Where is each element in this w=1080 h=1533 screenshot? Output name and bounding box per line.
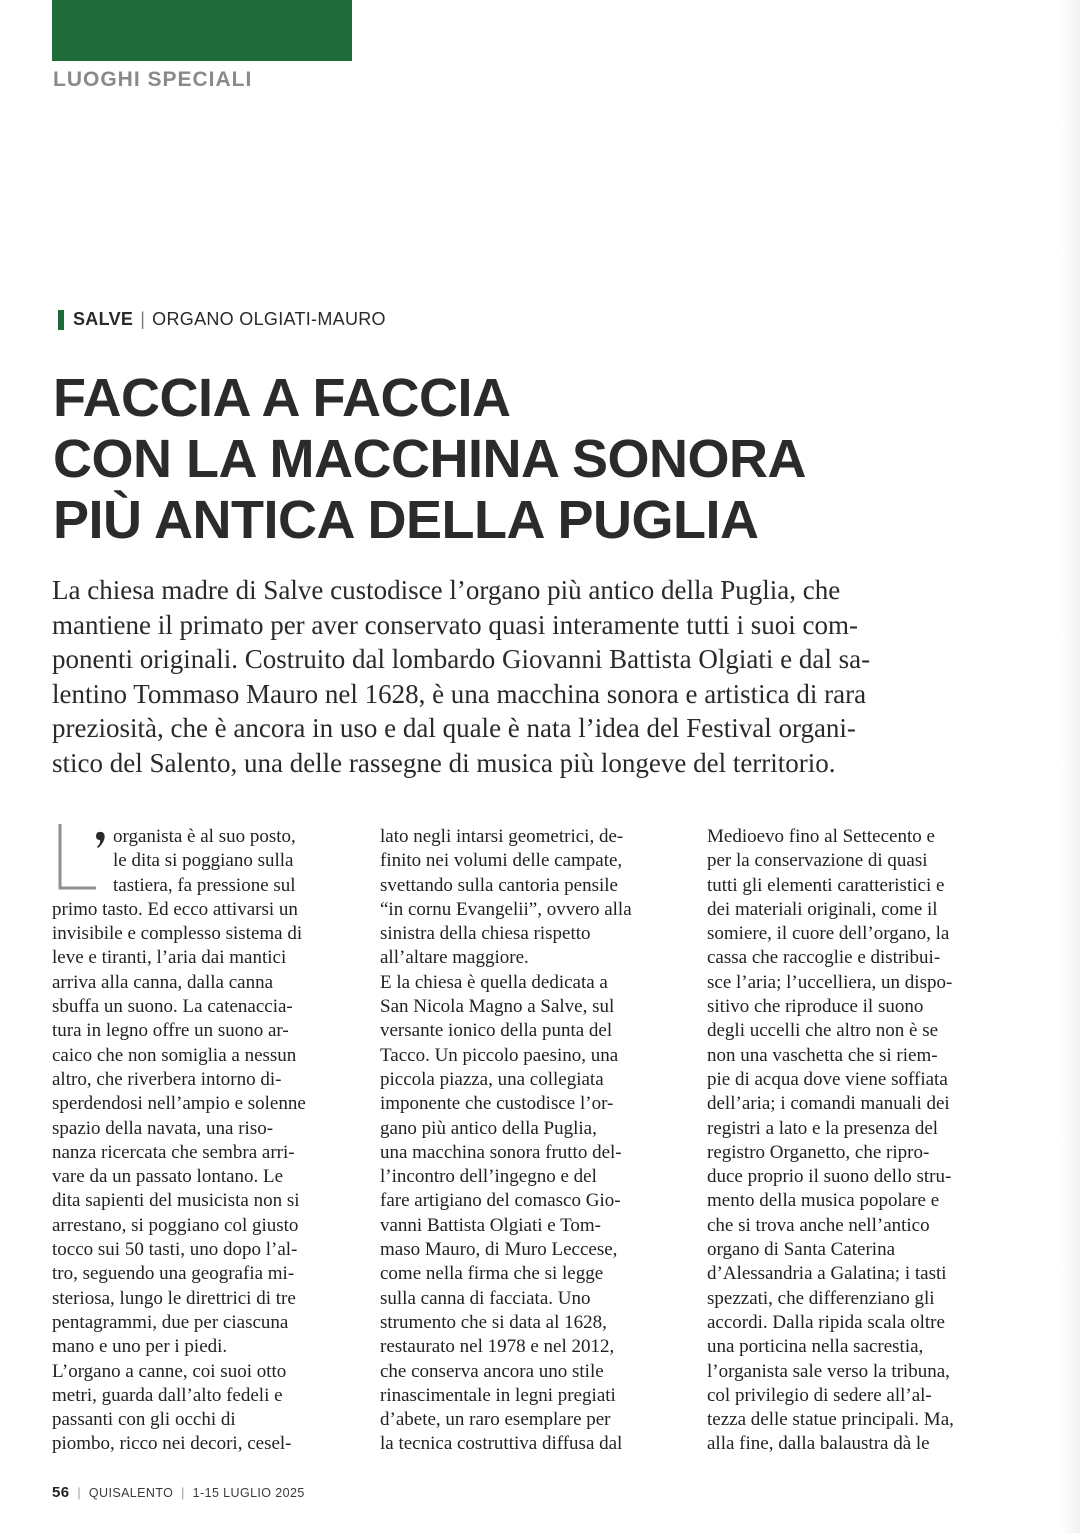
kicker-separator: | <box>140 309 146 329</box>
article-lead <box>52 573 992 780</box>
body-line: steriosa, lungo le direttrici di tre <box>52 1287 296 1309</box>
body-line: arriva alla canna, dalla canna <box>52 971 273 993</box>
body-line: l’organista sale verso la tribuna, <box>707 1360 950 1382</box>
body-line: non una vaschetta che si riem- <box>707 1044 938 1066</box>
body-line: “in cornu Evangelii”, ovvero alla <box>380 898 632 920</box>
body-line: finito nei volumi delle campate, <box>380 850 623 872</box>
body-line: fare artigiano del comasco Gio- <box>380 1190 621 1212</box>
body-line: tura in legno offre un suono ar- <box>52 1020 289 1042</box>
body-line: sce l’aria; l’uccelliera, un dispo- <box>707 971 953 993</box>
body-line: svettando sulla cantoria pensile <box>380 874 618 896</box>
body-line: accordi. Dalla ripida scala oltre <box>707 1311 945 1333</box>
body-line: cassa che raccoglie e distribui- <box>707 947 941 969</box>
article-kicker <box>58 309 386 330</box>
body-line: alla fine, dalla balaustra dà le <box>707 1433 930 1455</box>
body-line: restaurato nel 1978 e nel 2012, <box>380 1336 615 1358</box>
body-line: d’Alessandria a Galatina; i tasti <box>707 1263 947 1285</box>
body-line: dita sapienti del musicista non si <box>52 1190 300 1212</box>
body-line: San Nicola Magno a Salve, sul <box>380 996 615 1018</box>
body-line: come nella firma che si legge <box>380 1263 604 1285</box>
body-line: vanni Battista Olgiati e Tom- <box>380 1214 602 1236</box>
body-line: duce proprio il suono dello stru- <box>707 1166 952 1188</box>
body-line: spezzati, che differenziano gli <box>707 1287 935 1309</box>
body-line: sperdendosi nell’ampio e solenne <box>52 1093 306 1115</box>
body-line: degli uccelli che altro non è se <box>707 1020 939 1042</box>
body-line: dei materiali originali, come il <box>707 898 938 920</box>
body-line: all’altare maggiore. <box>380 947 529 969</box>
body-line: primo tasto. Ed ecco attivarsi un <box>52 898 298 920</box>
body-line: somiere, il cuore dell’organo, la <box>707 923 950 945</box>
body-line: L’organo a canne, coi suoi otto <box>52 1360 287 1382</box>
body-line: organista è al suo posto, <box>113 826 296 847</box>
body-line: tutti gli elementi caratteristici e <box>707 874 945 896</box>
article-headline <box>53 368 1033 551</box>
body-line: nanza ricercata che sembra arri- <box>52 1141 295 1163</box>
body-line: E la chiesa è quella dedicata a <box>380 971 608 993</box>
body-line: altro, che riverbera intorno di- <box>52 1068 282 1090</box>
lead-line: mantiene il primato per aver conservato quasi interamente tutti i suoi com- <box>52 609 858 640</box>
magazine-name: QUISALENTO <box>88 1486 174 1500</box>
body-line: invisibile e complesso sistema di <box>52 923 303 945</box>
body-line: mano e uno per i piedi. <box>52 1336 228 1358</box>
body-line: tro, seguendo una geografia mi- <box>52 1263 295 1285</box>
body-column-3 <box>707 825 1007 1457</box>
body-line: sinistra della chiesa rispetto <box>380 923 591 945</box>
kicker-subject: ORGANO OLGIATI-MAURO <box>152 309 386 329</box>
body-line: d’abete, un raro esemplare per <box>380 1409 611 1431</box>
body-line: lato negli intarsi geometrici, de- <box>380 826 624 847</box>
body-line: Medioevo fino al Settecento e <box>707 826 935 847</box>
body-line: caico che non somiglia a nessun <box>52 1044 297 1066</box>
headline-line: FACCIA A FACCIA <box>53 368 511 428</box>
body-line: che si trova anche nell’antico <box>707 1214 930 1236</box>
page-edge-shadow <box>1060 0 1080 1533</box>
body-line: gano più antico della Puglia, <box>380 1117 597 1139</box>
footer-separator: | <box>77 1486 82 1500</box>
headline-line: PIÙ ANTICA DELLA PUGLIA <box>53 490 759 550</box>
body-column-1 <box>52 825 352 1457</box>
body-line: pie di acqua dove viene soffiata <box>707 1068 948 1090</box>
body-line: strumento che si data al 1628, <box>380 1311 607 1333</box>
body-line: piccola piazza, una collegiata <box>380 1068 604 1090</box>
body-line: registro Organetto, che ripro- <box>707 1141 930 1163</box>
section-color-bar <box>52 0 352 61</box>
page-number: 56 <box>52 1484 70 1501</box>
body-line: piombo, ricco nei decori, cesel- <box>52 1433 292 1455</box>
body-line: mento della musica popolare e <box>707 1190 940 1212</box>
body-line: l’incontro dell’ingegno e del <box>380 1166 597 1188</box>
body-line: maso Mauro, di Muro Leccese, <box>380 1239 618 1261</box>
body-line: versante ionico della punta del <box>380 1020 613 1042</box>
body-line: pentagrammi, due per ciascuna <box>52 1311 289 1333</box>
body-line: organo di Santa Caterina <box>707 1239 896 1261</box>
headline-line: CON LA MACCHINA SONORA <box>53 429 806 489</box>
body-line: le dita si poggiano sulla <box>113 850 294 872</box>
body-line: passanti con gli occhi di <box>52 1409 236 1431</box>
lead-line: preziosità, che è ancora in uso e dal quale è nata l’idea del Festival organi- <box>52 713 856 743</box>
body-line: metri, guarda dall’alto fedeli e <box>52 1384 283 1406</box>
lead-line: La chiesa madre di Salve custodisce l’organo più antico della Puglia, che <box>52 575 841 605</box>
section-label: LUOGHI SPECIALI <box>53 68 253 91</box>
body-line: arrestano, si poggiano col giusto <box>52 1214 299 1236</box>
page-footer <box>52 1484 305 1501</box>
footer-separator: | <box>181 1486 185 1500</box>
body-line: sitivo che riproduce il suono <box>707 996 924 1018</box>
body-line: leve e tiranti, l’aria dai mantici <box>52 947 287 969</box>
body-line: vare da un passato lontano. Le <box>52 1166 284 1188</box>
body-line: col privilegio di sedere all’al- <box>707 1384 932 1406</box>
body-line: dell’aria; i comandi manuali dei <box>707 1093 950 1115</box>
body-line: per la conservazione di quasi <box>707 850 928 872</box>
body-line: tastiera, fa pressione sul <box>113 874 296 896</box>
body-line: che conserva ancora uno stile <box>380 1360 604 1382</box>
body-line: Tacco. Un piccolo paesino, una <box>380 1044 619 1066</box>
body-line: sulla canna di facciata. Uno <box>380 1287 591 1309</box>
body-line: tezza delle statue principali. Ma, <box>707 1409 954 1431</box>
body-line: imponente che custodisce l’or- <box>380 1093 614 1115</box>
lead-line: stico del Salento, una delle rassegne di musica più longeve del territorio. <box>52 747 836 778</box>
kicker-marker <box>58 310 64 330</box>
issue-date: 1-15 LUGLIO 2025 <box>192 1486 305 1500</box>
body-line: sbuffa un suono. La catenaccia- <box>52 996 293 1018</box>
body-line: tocco sui 50 tasti, uno dopo l’al- <box>52 1239 298 1261</box>
body-line: una porticina nella sacrestia, <box>707 1336 924 1358</box>
body-line: la tecnica costruttiva diffusa dal <box>380 1433 623 1455</box>
body-column-2 <box>380 825 680 1457</box>
lead-line: lentino Tommaso Mauro nel 1628, è una macchina sonora e artistica di rara <box>52 678 867 709</box>
body-line: registri a lato e la presenza del <box>707 1117 939 1139</box>
body-line: una macchina sonora frutto del- <box>380 1141 622 1163</box>
lead-line: ponenti originali. Costruito dal lombardo Giovanni Battista Olgiati e dal sa- <box>52 644 871 674</box>
body-line: rinascimentale in legni pregiati <box>380 1384 616 1406</box>
body-line: spazio della navata, una riso- <box>52 1117 274 1139</box>
kicker-town: SALVE <box>73 309 134 329</box>
